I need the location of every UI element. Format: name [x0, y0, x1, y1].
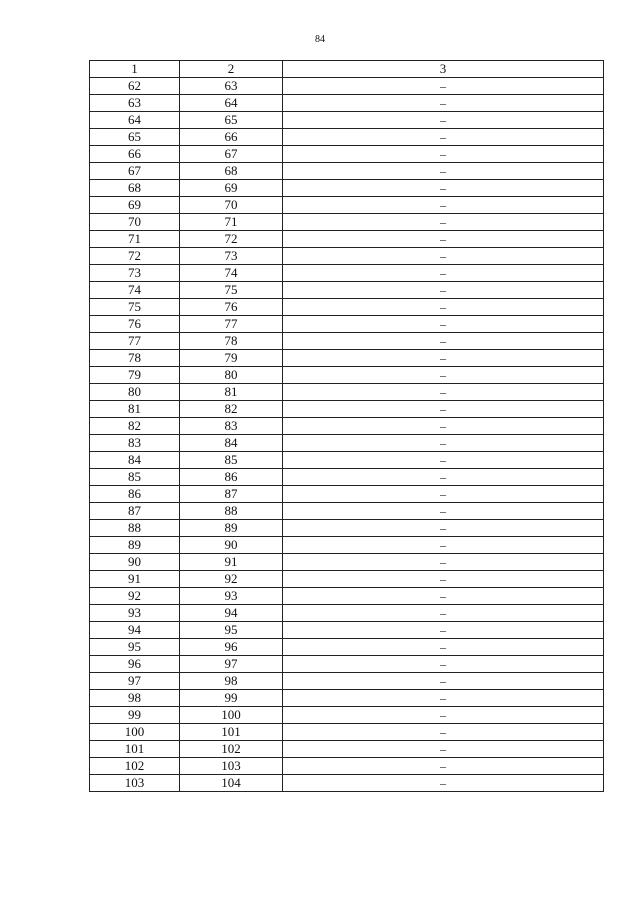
- table-cell-col-3: –: [283, 197, 604, 214]
- table-row: [90, 78, 604, 95]
- table-cell-col-2: 104: [180, 775, 283, 792]
- table-row: [90, 639, 604, 656]
- page-number: 84: [315, 34, 325, 45]
- table-row: [90, 741, 604, 758]
- table-row: [90, 758, 604, 775]
- table-cell-col-3: –: [283, 452, 604, 469]
- table-cell-col-1: 62: [90, 78, 180, 95]
- table-cell-col-2: 97: [180, 656, 283, 673]
- table-cell-col-3: –: [283, 486, 604, 503]
- table-row: [90, 469, 604, 486]
- table-row: [90, 350, 604, 367]
- table-row: [90, 146, 604, 163]
- table-cell-col-1: 71: [90, 231, 180, 248]
- table-cell-col-3: –: [283, 299, 604, 316]
- table-row: [90, 707, 604, 724]
- table-row: [90, 588, 604, 605]
- table-cell-col-2: 66: [180, 129, 283, 146]
- table-row: [90, 622, 604, 639]
- table-cell-col-3: –: [283, 588, 604, 605]
- table-cell-col-3: –: [283, 605, 604, 622]
- table-cell-col-1: 102: [90, 758, 180, 775]
- table-cell-col-3: –: [283, 656, 604, 673]
- table-cell-col-2: 95: [180, 622, 283, 639]
- table-cell-col-3: –: [283, 418, 604, 435]
- table-cell-col-3: –: [283, 537, 604, 554]
- table-cell-col-1: 83: [90, 435, 180, 452]
- table-cell-col-2: 85: [180, 452, 283, 469]
- table-cell-col-3: –: [283, 384, 604, 401]
- table-cell-col-3: –: [283, 78, 604, 95]
- table-cell-col-3: –: [283, 163, 604, 180]
- table-row: [90, 112, 604, 129]
- table-body: [90, 78, 604, 792]
- table-cell-col-2: 68: [180, 163, 283, 180]
- table-cell-col-3: –: [283, 707, 604, 724]
- table-row: [90, 265, 604, 282]
- table-cell-col-1: 66: [90, 146, 180, 163]
- table-cell-col-3: –: [283, 95, 604, 112]
- table-row: [90, 673, 604, 690]
- table-cell-col-1: 64: [90, 112, 180, 129]
- table-row: [90, 163, 604, 180]
- table-row: [90, 180, 604, 197]
- table-cell-col-3: –: [283, 520, 604, 537]
- table-cell-col-2: 103: [180, 758, 283, 775]
- table-cell-col-1: 96: [90, 656, 180, 673]
- table-cell-col-1: 75: [90, 299, 180, 316]
- table-cell-col-3: –: [283, 316, 604, 333]
- table-cell-col-1: 98: [90, 690, 180, 707]
- table-row: [90, 554, 604, 571]
- table-cell-col-1: 80: [90, 384, 180, 401]
- table-cell-col-2: 89: [180, 520, 283, 537]
- table-row: [90, 248, 604, 265]
- table-row: [90, 299, 604, 316]
- table-row: [90, 367, 604, 384]
- table-cell-col-2: 88: [180, 503, 283, 520]
- table-cell-col-1: 65: [90, 129, 180, 146]
- table-cell-col-1: 63: [90, 95, 180, 112]
- table-cell-col-2: 69: [180, 180, 283, 197]
- table-cell-col-1: 92: [90, 588, 180, 605]
- table-cell-col-2: 67: [180, 146, 283, 163]
- table-cell-col-3: –: [283, 367, 604, 384]
- table-cell-col-2: 99: [180, 690, 283, 707]
- table-cell-col-1: 93: [90, 605, 180, 622]
- table-cell-col-2: 65: [180, 112, 283, 129]
- table-cell-col-2: 96: [180, 639, 283, 656]
- table-cell-col-2: 73: [180, 248, 283, 265]
- table-cell-col-1: 76: [90, 316, 180, 333]
- table-cell-col-2: 80: [180, 367, 283, 384]
- table-cell-col-2: 79: [180, 350, 283, 367]
- table-cell-col-1: 84: [90, 452, 180, 469]
- table-header-row: [90, 61, 604, 78]
- table-cell-col-2: 82: [180, 401, 283, 418]
- table-cell-col-1: 90: [90, 554, 180, 571]
- table-cell-col-3: –: [283, 673, 604, 690]
- table-cell-col-3: –: [283, 690, 604, 707]
- table-cell-col-1: 73: [90, 265, 180, 282]
- table-row: [90, 129, 604, 146]
- table-cell-col-2: 75: [180, 282, 283, 299]
- table-row: [90, 656, 604, 673]
- table-cell-col-3: –: [283, 248, 604, 265]
- table-cell-col-3: –: [283, 435, 604, 452]
- table-row: [90, 214, 604, 231]
- table-cell-col-2: 64: [180, 95, 283, 112]
- table-cell-col-3: –: [283, 741, 604, 758]
- table-row: [90, 401, 604, 418]
- table-row: [90, 537, 604, 554]
- table-cell-col-2: 91: [180, 554, 283, 571]
- table-cell-col-1: 99: [90, 707, 180, 724]
- table-cell-col-1: 79: [90, 367, 180, 384]
- table-cell-col-1: 101: [90, 741, 180, 758]
- table-cell-col-1: 78: [90, 350, 180, 367]
- table-cell-col-2: 83: [180, 418, 283, 435]
- table-cell-col-2: 100: [180, 707, 283, 724]
- table-cell-col-2: 74: [180, 265, 283, 282]
- table-cell-col-1: 97: [90, 673, 180, 690]
- data-table: [89, 60, 604, 792]
- table-row: [90, 316, 604, 333]
- table-cell-col-1: 72: [90, 248, 180, 265]
- table-cell-col-2: 71: [180, 214, 283, 231]
- table-row: [90, 503, 604, 520]
- table-cell-col-3: –: [283, 775, 604, 792]
- table-cell-col-1: 74: [90, 282, 180, 299]
- table-row: [90, 775, 604, 792]
- table-cell-col-2: 70: [180, 197, 283, 214]
- table-cell-col-3: –: [283, 146, 604, 163]
- table-cell-col-2: 81: [180, 384, 283, 401]
- table-row: [90, 724, 604, 741]
- table-row: [90, 435, 604, 452]
- table-cell-col-1: 87: [90, 503, 180, 520]
- column-header-2: 2: [180, 61, 283, 78]
- table-cell-col-3: –: [283, 214, 604, 231]
- table-row: [90, 486, 604, 503]
- table-row: [90, 231, 604, 248]
- table-row: [90, 95, 604, 112]
- table-row: [90, 197, 604, 214]
- table-cell-col-3: –: [283, 350, 604, 367]
- table-cell-col-1: 95: [90, 639, 180, 656]
- table-cell-col-1: 86: [90, 486, 180, 503]
- table-row: [90, 690, 604, 707]
- table-cell-col-2: 63: [180, 78, 283, 95]
- table-cell-col-3: –: [283, 571, 604, 588]
- table-cell-col-1: 81: [90, 401, 180, 418]
- table-cell-col-2: 76: [180, 299, 283, 316]
- table-cell-col-2: 72: [180, 231, 283, 248]
- table-cell-col-1: 68: [90, 180, 180, 197]
- table-cell-col-3: –: [283, 180, 604, 197]
- table-cell-col-3: –: [283, 231, 604, 248]
- table-cell-col-3: –: [283, 724, 604, 741]
- table-cell-col-2: 101: [180, 724, 283, 741]
- table-cell-col-3: –: [283, 639, 604, 656]
- table-cell-col-2: 77: [180, 316, 283, 333]
- table-cell-col-3: –: [283, 758, 604, 775]
- table-cell-col-2: 86: [180, 469, 283, 486]
- table-cell-col-2: 78: [180, 333, 283, 350]
- table-cell-col-3: –: [283, 333, 604, 350]
- table-row: [90, 418, 604, 435]
- table-cell-col-1: 85: [90, 469, 180, 486]
- table-cell-col-3: –: [283, 401, 604, 418]
- table-row: [90, 384, 604, 401]
- table-cell-col-2: 98: [180, 673, 283, 690]
- table-cell-col-2: 90: [180, 537, 283, 554]
- table-row: [90, 452, 604, 469]
- table-cell-col-1: 82: [90, 418, 180, 435]
- table-cell-col-1: 94: [90, 622, 180, 639]
- table-row: [90, 520, 604, 537]
- table-cell-col-3: –: [283, 503, 604, 520]
- column-header-1: 1: [90, 61, 180, 78]
- table-cell-col-2: 102: [180, 741, 283, 758]
- table-cell-col-2: 94: [180, 605, 283, 622]
- table-row: [90, 571, 604, 588]
- table-cell-col-3: –: [283, 265, 604, 282]
- table-cell-col-1: 103: [90, 775, 180, 792]
- table-cell-col-2: 92: [180, 571, 283, 588]
- table-cell-col-1: 77: [90, 333, 180, 350]
- column-header-3: 3: [283, 61, 604, 78]
- table-cell-col-1: 88: [90, 520, 180, 537]
- table-cell-col-3: –: [283, 282, 604, 299]
- table-cell-col-3: –: [283, 554, 604, 571]
- table-cell-col-2: 84: [180, 435, 283, 452]
- table-cell-col-1: 67: [90, 163, 180, 180]
- table-cell-col-1: 89: [90, 537, 180, 554]
- table-cell-col-1: 69: [90, 197, 180, 214]
- table-row: [90, 605, 604, 622]
- table-cell-col-2: 87: [180, 486, 283, 503]
- table-cell-col-3: –: [283, 129, 604, 146]
- table-cell-col-3: –: [283, 622, 604, 639]
- table-row: [90, 282, 604, 299]
- table-cell-col-3: –: [283, 469, 604, 486]
- table-cell-col-2: 93: [180, 588, 283, 605]
- table-row: [90, 333, 604, 350]
- table-cell-col-1: 70: [90, 214, 180, 231]
- table-cell-col-1: 91: [90, 571, 180, 588]
- table-cell-col-3: –: [283, 112, 604, 129]
- table-cell-col-1: 100: [90, 724, 180, 741]
